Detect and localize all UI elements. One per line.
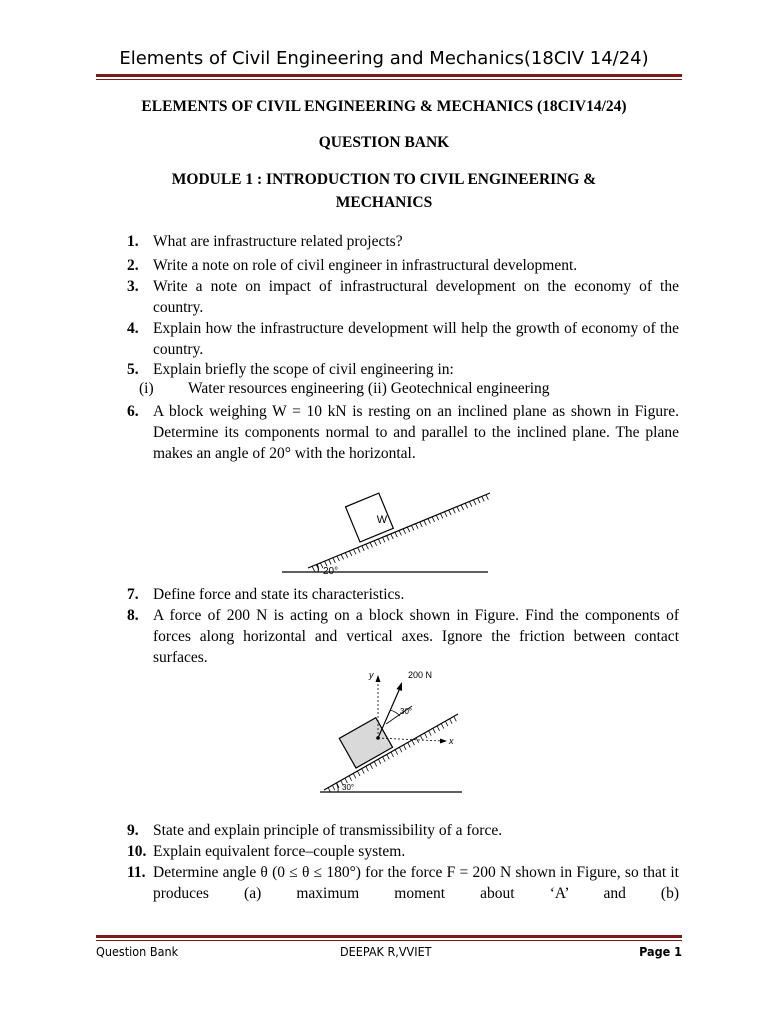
question-3	[127, 276, 679, 318]
incline-hatching	[328, 716, 456, 792]
top-angle-label: 30°	[400, 707, 413, 716]
question-number: 10.	[127, 843, 147, 860]
y-axis-label: y	[369, 670, 374, 680]
base-angle-label: 30°	[342, 783, 355, 792]
block-label: W	[376, 514, 388, 526]
question-number: 7.	[127, 586, 139, 603]
footer-center: DEEPAK R,VVIET	[340, 944, 432, 959]
question-number: 3.	[127, 278, 139, 295]
question-number: 2.	[127, 257, 139, 274]
question-text: What are infrastructure related projects?	[153, 233, 403, 250]
question-text: State and explain principle of transmissibility of a force.	[153, 822, 503, 839]
question-number: 4.	[127, 320, 139, 337]
document-title: ELEMENTS OF CIVIL ENGINEERING & MECHANICS (18CIV14/24)	[141, 98, 627, 115]
x-axis-arrowhead	[440, 739, 447, 744]
question-7	[127, 584, 679, 605]
header-rule-thick	[96, 74, 682, 77]
question-number: 1.	[127, 233, 139, 250]
question-number: 9.	[127, 822, 139, 839]
question-number: 8.	[127, 607, 139, 624]
question-text: A force of 200 N is acting on a block shown in Figure. Find the components of forces along horizontal and vertical axes. Ignore the friction between contact surfaces.	[153, 607, 679, 666]
running-header: Elements of Civil Engineering and Mechanics(18CIV 14/24)	[119, 48, 649, 69]
y-axis-arrowhead	[376, 675, 381, 682]
question-text: A block weighing W = 10 kN is resting on an inclined plane as shown in Figure. Determine its components normal to and parallel to the inclined plane. The plane makes an angle of 20° with the horizontal.	[153, 403, 679, 462]
question-6	[127, 401, 679, 464]
question-10	[127, 841, 679, 862]
force-arrowhead	[397, 682, 403, 691]
module-heading-line1: MODULE 1 : INTRODUCTION TO CIVIL ENGINEERING &	[171, 171, 597, 188]
footer-rule-thin	[96, 940, 682, 941]
question-text: Define force and state its characteristics.	[153, 586, 405, 603]
incline-hatching	[312, 495, 488, 572]
figure-force-on-block	[316, 666, 466, 796]
question-5	[127, 359, 679, 380]
question-4	[127, 318, 679, 360]
question-8	[127, 605, 679, 668]
subitem-text: Water resources engineering (ii) Geotechnical engineering	[188, 380, 550, 397]
question-number: 11.	[127, 864, 146, 881]
header-rule-thin	[96, 79, 682, 80]
question-text: Write a note on role of civil engineer in infrastructural development.	[153, 257, 578, 274]
angle-label: 20°	[323, 566, 339, 577]
block-centre-point	[376, 736, 380, 740]
figure-block-on-incline	[278, 484, 494, 580]
module-heading-line2: MECHANICS	[335, 194, 433, 211]
x-axis-label: x	[449, 736, 454, 746]
question-9	[127, 820, 679, 841]
question-text: Explain briefly the scope of civil engineering in:	[153, 361, 454, 378]
question-2	[127, 255, 679, 276]
footer-page-number: Page 1	[639, 944, 682, 959]
question-number: 5.	[127, 361, 139, 378]
question-11	[127, 862, 679, 904]
question-number: 6.	[127, 403, 139, 420]
question-text: Explain equivalent force–couple system.	[153, 843, 406, 860]
footer-left: Question Bank	[96, 944, 179, 959]
force-label: 200 N	[408, 670, 433, 680]
question-text: Explain how the infrastructure development will help the growth of economy of the country.	[153, 320, 679, 358]
question-text: Determine angle θ (0 ≤ θ ≤ 180°) for the force F = 200 N shown in Figure, so that it produces (a) maximum moment about ‘A’ and (b)	[153, 864, 679, 902]
footer-rule-thick	[96, 935, 682, 938]
subitem-marker: (i)	[139, 380, 154, 397]
question-bank-heading: QUESTION BANK	[318, 134, 450, 151]
question-text: Write a note on impact of infrastructural development on the economy of the country.	[153, 278, 679, 316]
question-1	[127, 231, 679, 252]
